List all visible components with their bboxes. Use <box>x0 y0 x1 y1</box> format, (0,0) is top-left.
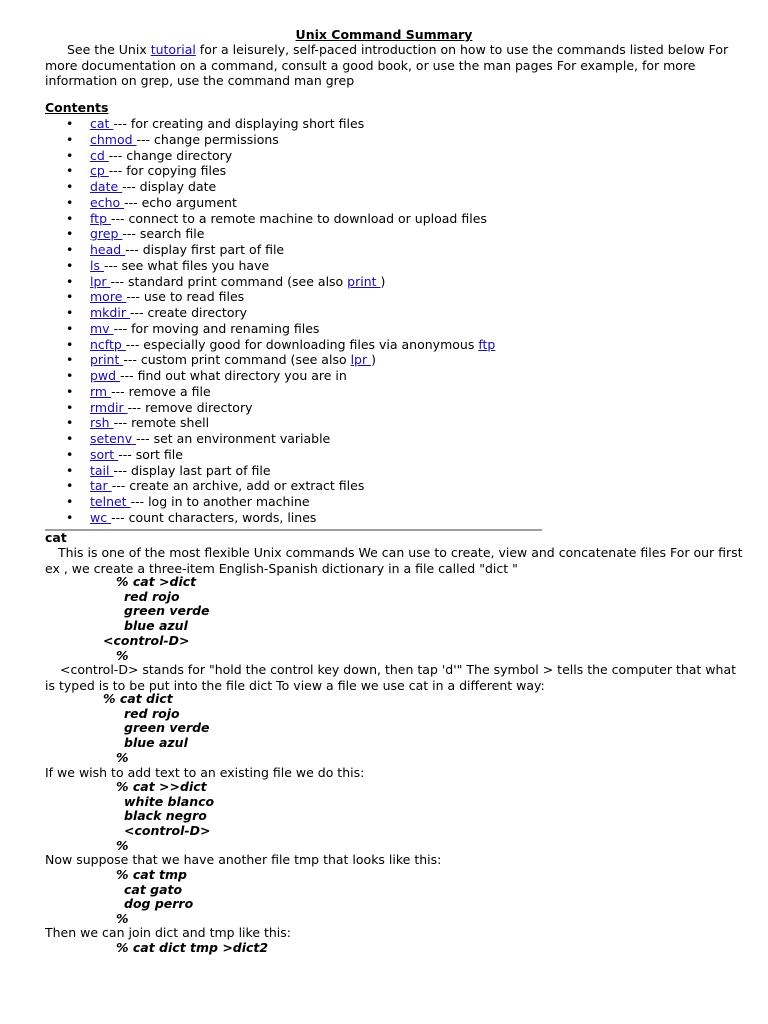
command-link[interactable]: echo <box>90 194 125 210</box>
code-line: white blanco <box>124 793 215 809</box>
code-line: % cat dict <box>103 691 173 706</box>
see-also-link[interactable]: lpr <box>350 352 372 368</box>
command-description: --- find out what directory you are in <box>120 368 347 383</box>
code-line: blue azul <box>124 618 188 634</box>
code-line: cat gato <box>124 881 183 897</box>
code-line: blue azul <box>124 735 188 751</box>
contents-item <box>45 195 495 211</box>
code-line: % <box>116 647 129 663</box>
intro-paragraph <box>45 42 745 89</box>
contents-item <box>45 148 495 164</box>
command-link[interactable]: head <box>90 242 126 257</box>
contents-item <box>45 415 495 431</box>
command-link[interactable]: cd <box>90 147 109 163</box>
command-link[interactable]: setenv <box>90 431 137 446</box>
command-link[interactable]: grep <box>90 226 123 242</box>
command-link[interactable]: sort <box>90 446 119 462</box>
code-line: <control-D> <box>103 632 190 648</box>
command-description: --- connect to a remote machine to download or upload files <box>111 210 487 226</box>
contents-item <box>45 116 495 132</box>
code-line: % cat >dict <box>116 574 197 589</box>
cat-paragraph-2: <control-D> stands for "hold the control key down, then tap 'd'" The symbol > tells the computer that what is typed is to be put into the file dict To view a file we use cat in a different way: <box>45 662 737 693</box>
command-link[interactable]: cp <box>90 163 109 179</box>
intro-text-end: for a leisurely, self-paced introduction on how to use the commands listed below For more documentation on a command, consult a good book, or use the man pages For example, for more information on grep, use the command man grep <box>45 42 729 88</box>
command-link[interactable]: tar <box>90 478 112 494</box>
contents-item <box>45 431 495 447</box>
command-link[interactable]: telnet <box>90 494 131 509</box>
cat-paragraph-1: This is one of the most flexible Unix commands We can use to create, view and concatenate files For our first ex , we create a three-item English-Spanish dictionary in a file called "dict " <box>45 545 743 576</box>
contents-item <box>45 400 495 416</box>
command-link[interactable]: rm <box>90 383 112 399</box>
contents-item <box>45 211 495 227</box>
command-link[interactable]: ls <box>90 257 104 273</box>
command-description: --- log in to another machine <box>130 494 310 509</box>
section-divider <box>45 529 542 531</box>
see-also-link[interactable]: ftp <box>478 336 496 352</box>
command-link[interactable]: wc <box>90 509 112 525</box>
command-description: --- create directory <box>129 305 248 320</box>
contents-item <box>45 384 495 400</box>
code-line: red rojo <box>124 705 180 721</box>
command-description: --- display last part of file <box>113 462 271 478</box>
code-line: % cat >>dict <box>116 779 207 794</box>
command-description: --- use to read files <box>126 289 245 305</box>
code-line: % <box>116 911 129 927</box>
see-also-close: ) <box>380 273 386 289</box>
see-also-close: ) <box>371 352 376 368</box>
contents-item <box>45 510 495 526</box>
contents-item <box>45 274 495 290</box>
cat-paragraph-4: Now suppose that we have another file tmp that looks like this: <box>45 852 442 867</box>
contents-item <box>45 368 495 384</box>
code-line: % <box>116 749 129 765</box>
contents-item <box>45 305 495 321</box>
command-description: --- especially good for downloading files via anonymous <box>125 336 479 352</box>
command-link[interactable]: print <box>90 352 124 368</box>
command-link[interactable]: lpr <box>90 273 111 289</box>
command-description: --- remote shell <box>113 415 210 431</box>
contents-item <box>45 447 495 463</box>
contents-item <box>45 321 495 337</box>
command-description: --- search file <box>122 226 205 242</box>
command-link[interactable]: mkdir <box>90 305 130 320</box>
command-description: --- change directory <box>108 147 233 163</box>
contents-list <box>45 116 495 526</box>
command-description: --- standard print command (see also <box>110 273 348 289</box>
command-link[interactable]: date <box>90 179 123 194</box>
command-description: --- echo argument <box>124 194 237 210</box>
code-line: black negro <box>124 808 207 824</box>
contents-item <box>45 242 495 258</box>
contents-item <box>45 463 495 479</box>
contents-item <box>45 352 495 368</box>
command-link[interactable]: tail <box>90 462 114 478</box>
command-link[interactable]: more <box>90 289 127 305</box>
see-also-link[interactable]: print <box>347 273 381 289</box>
command-description: --- set an environment variable <box>136 431 331 446</box>
command-link[interactable]: pwd <box>90 368 121 383</box>
contents-item <box>45 478 495 494</box>
command-description: --- change permissions <box>136 131 279 147</box>
command-description: --- for moving and renaming files <box>113 320 320 336</box>
code-line: <control-D> <box>124 823 211 839</box>
command-description: --- remove a file <box>111 383 211 399</box>
code-line: green verde <box>124 720 210 736</box>
command-description: --- display first part of file <box>125 242 285 257</box>
command-description: --- sort file <box>118 446 183 462</box>
command-link[interactable]: ncftp <box>90 336 126 352</box>
code-line: % cat tmp <box>116 867 187 882</box>
contents-item <box>45 258 495 274</box>
command-description: --- display date <box>122 179 217 194</box>
command-description: --- for creating and displaying short files <box>113 116 365 131</box>
cat-paragraph-5: Then we can join dict and tmp like this: <box>45 925 292 940</box>
contents-item <box>45 289 495 305</box>
contents-item <box>45 226 495 242</box>
command-link[interactable]: ftp <box>90 210 111 226</box>
command-link[interactable]: cat <box>90 116 114 131</box>
tutorial-link[interactable]: tutorial <box>150 42 196 57</box>
intro-text-start: See the Unix <box>67 42 151 57</box>
code-line: dog perro <box>124 896 194 912</box>
cat-section-heading: cat <box>45 530 67 545</box>
contents-item <box>45 179 495 195</box>
code-line: % cat dict tmp >dict2 <box>116 940 269 955</box>
command-description: --- see what files you have <box>103 257 270 273</box>
page-title: Unix Command Summary <box>295 27 473 42</box>
command-link[interactable]: rmdir <box>90 399 128 415</box>
command-description: --- remove directory <box>127 399 253 415</box>
code-line: green verde <box>124 603 210 619</box>
contents-item <box>45 337 495 353</box>
code-line: red rojo <box>124 588 180 604</box>
contents-heading: Contents <box>45 100 109 115</box>
code-line: % <box>116 837 129 853</box>
command-description: --- custom print command (see also <box>123 352 351 368</box>
command-description: --- create an archive, add or extract files <box>111 478 365 494</box>
command-link[interactable]: rsh <box>90 415 114 431</box>
contents-item <box>45 132 495 148</box>
command-description: --- for copying files <box>108 163 227 179</box>
cat-paragraph-3: If we wish to add text to an existing file we do this: <box>45 765 365 780</box>
contents-item <box>45 494 495 510</box>
command-link[interactable]: mv <box>90 320 114 336</box>
command-link[interactable]: chmod <box>90 131 137 147</box>
contents-item <box>45 163 495 179</box>
command-description: --- count characters, words, lines <box>111 509 317 525</box>
